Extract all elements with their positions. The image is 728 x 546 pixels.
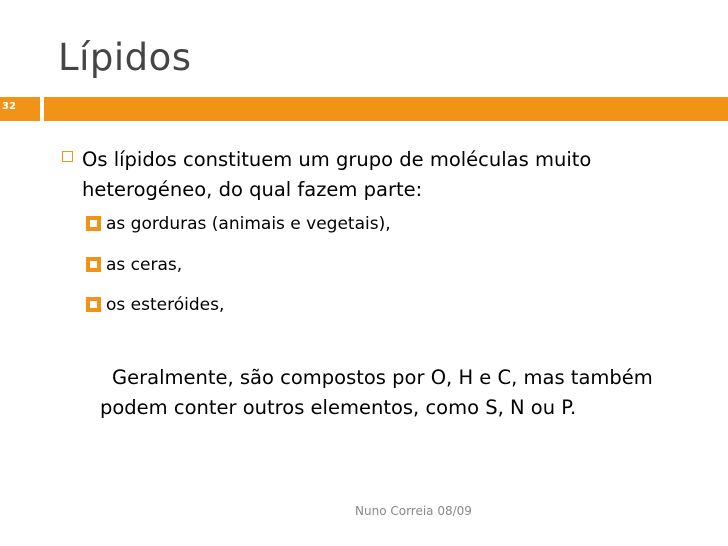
body-paragraph: Geralmente, são compostos por O, H e C, mas também podem conter outros elementos, como S, N ou P. (100, 366, 653, 419)
sub-bullet-item (86, 253, 586, 277)
main-bullet-text: Os lípidos constituem um grupo de moléculas muito heterogéneo, do qual fazem parte: (82, 148, 592, 201)
filled-square-bullet-icon (86, 297, 101, 312)
sub-bullet-item (86, 293, 586, 317)
sub-bullet-text: as gorduras (animais e vegetais), (106, 214, 391, 234)
sub-bullet-text: as ceras, (106, 255, 183, 275)
header-accent-bar (44, 97, 728, 121)
slide-number: 32 (2, 101, 16, 112)
filled-square-bullet-icon (86, 257, 101, 272)
sub-bullet-item (86, 212, 586, 236)
filled-square-bullet-icon (86, 216, 101, 231)
footer-author-date: Nuno Correia 08/09 (355, 504, 472, 518)
outline-square-bullet-icon (62, 151, 73, 162)
sub-bullet-text: os esteróides, (106, 295, 225, 315)
slide-number-bar (0, 97, 40, 121)
slide-title: Lípidos (58, 36, 192, 79)
